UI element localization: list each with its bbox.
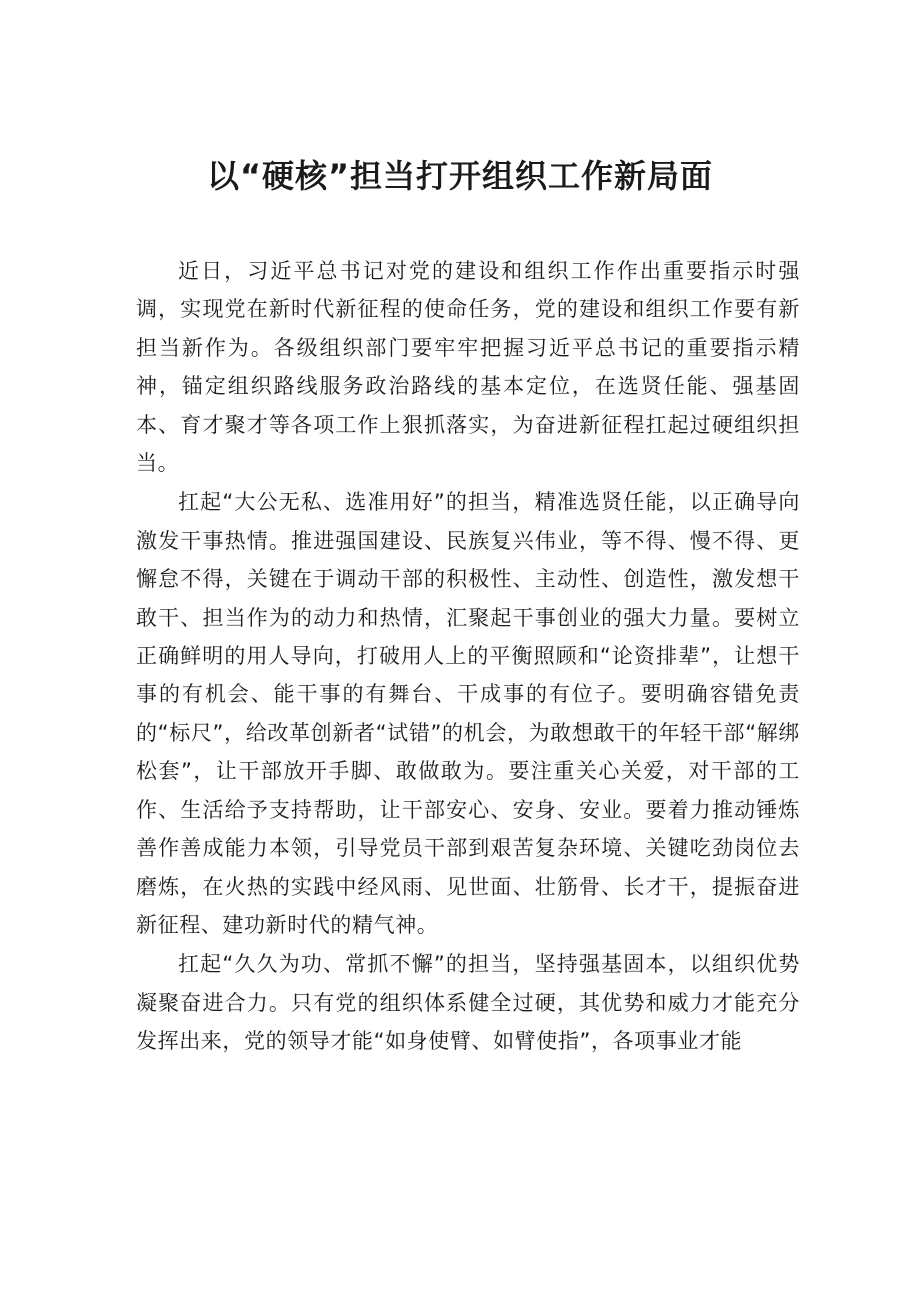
paragraph-1: 近日，习近平总书记对党的建设和组织工作作出重要指示时强调，实现党在新时代新征程的使命任务，党的建设和组织工作要有新担当新作为。各级组织部门要牢牢把握习近平总书记的重要指示精神，锚定组织路线服务政治路线的基本定位，在选贤任能、强基固本、育才聚才等各项工作上狠抓落实，为奋进新征程扛起过硬组织担当。: [136, 259, 800, 476]
paragraph-2: 扛起“大公无私、选准用好”的担当，精准选贤任能，以正确导向激发干事热情。推进强国建设、民族复兴伟业，等不得、慢不得、更懈怠不得，关键在于调动干部的积极性、主动性、创造性，激发想干敢干、担当作为的动力和热情，汇聚起干事创业的强大力量。要树立正确鲜明的用人导向，打破用人上的平衡照顾和“论资排辈”，让想干事的有机会、能干事的有舞台、干成事的有位子。要明确容错免责的“标尺”，给改革创新者“试错”的机会，为敢想敢干的年轻干部“解绑松套”，让干部放开手脚、敢做敢为。要注重关心关爱，对干部的工作、生活给予支持帮助，让干部安心、安身、安业。要着力推动锤炼善作善成能力本领，引导党员干部到艰苦复杂环境、关键吃劲岗位去磨炼，在火热的实践中经风雨、见世面、壮筋骨、长才干，提振奋进新征程、建功新时代的精气神。: [136, 490, 800, 937]
document-body: [136, 252, 800, 1062]
paragraph-3: 扛起“久久为功、常抓不懈”的担当，坚持强基固本，以组织优势凝聚奋进合力。只有党的组织体系健全过硬，其优势和威力才能充分发挥出来，党的领导才能“如身使臂、如臂使指”，各项事业才能: [136, 952, 800, 1054]
document-title: 以“硬核”担当打开组织工作新局面: [206, 157, 714, 195]
